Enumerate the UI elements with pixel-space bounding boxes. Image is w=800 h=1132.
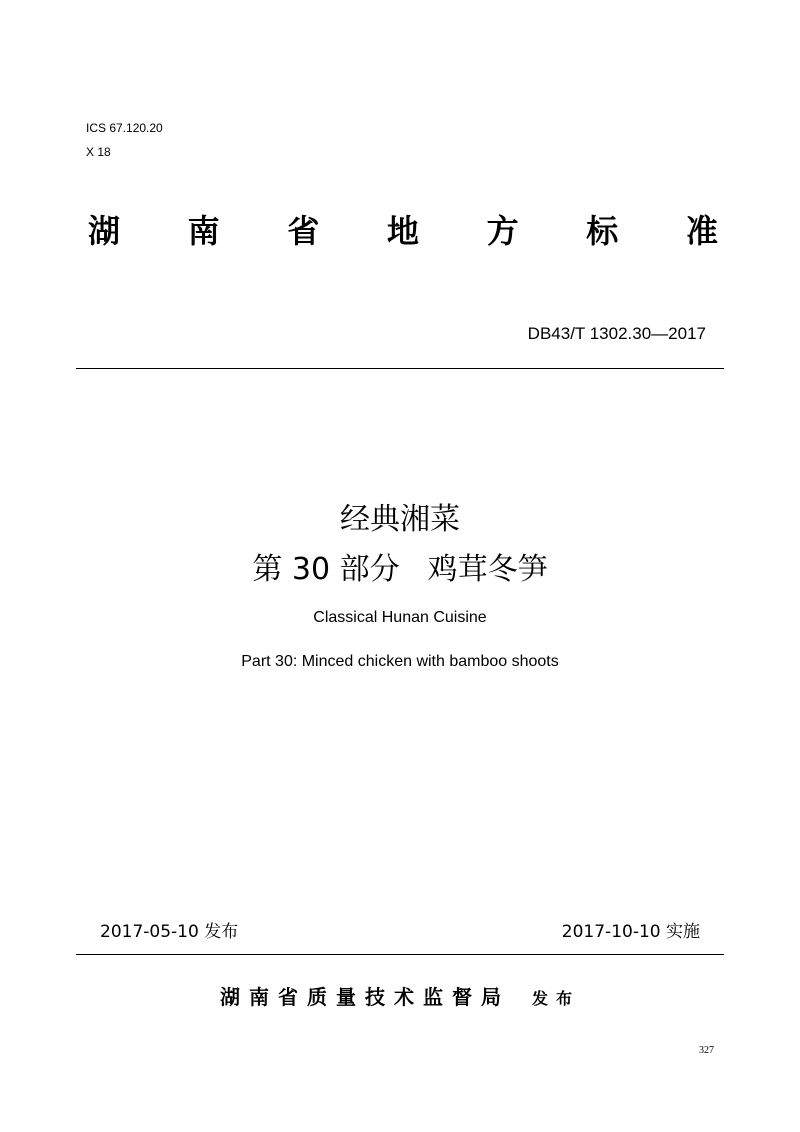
- standard-type-char: 地: [386, 212, 419, 250]
- title-zh-main: 经典湘菜: [340, 502, 460, 537]
- standard-number: DB43/T 1302.30—2017: [527, 324, 706, 343]
- issue-date: 2017-05-10 发布: [100, 922, 239, 942]
- standard-type-char: 湖: [88, 212, 121, 250]
- page-number: 327: [699, 1045, 714, 1056]
- title-zh-part: [0, 550, 800, 590]
- standard-type-char: 准: [685, 212, 718, 250]
- issuer-name: 湖南省质量技术监督局: [219, 985, 510, 1009]
- standard-type-char: 方: [486, 212, 519, 250]
- classification-code: X 18: [86, 145, 111, 159]
- implementation-date: 2017-10-10 实施: [561, 922, 700, 942]
- top-divider: [76, 368, 724, 369]
- standard-type-char: 标: [586, 212, 619, 250]
- title-en-part: Part 30: Minced chicken with bamboo shoots: [241, 653, 559, 670]
- bottom-divider: [76, 954, 724, 955]
- standard-type-heading: [88, 206, 718, 252]
- standard-type-char: 南: [187, 212, 220, 250]
- title-zh-subject: 鸡茸冬笋: [427, 552, 548, 587]
- issuer-action: 发布: [531, 989, 580, 1008]
- title-en-main: Classical Hunan Cuisine: [313, 609, 487, 626]
- standard-type-char: 省: [287, 212, 320, 250]
- issuer-line: [0, 982, 800, 1014]
- title-zh-part-number: 第 30 部分: [252, 552, 400, 587]
- ics-code: ICS 67.120.20: [86, 121, 163, 135]
